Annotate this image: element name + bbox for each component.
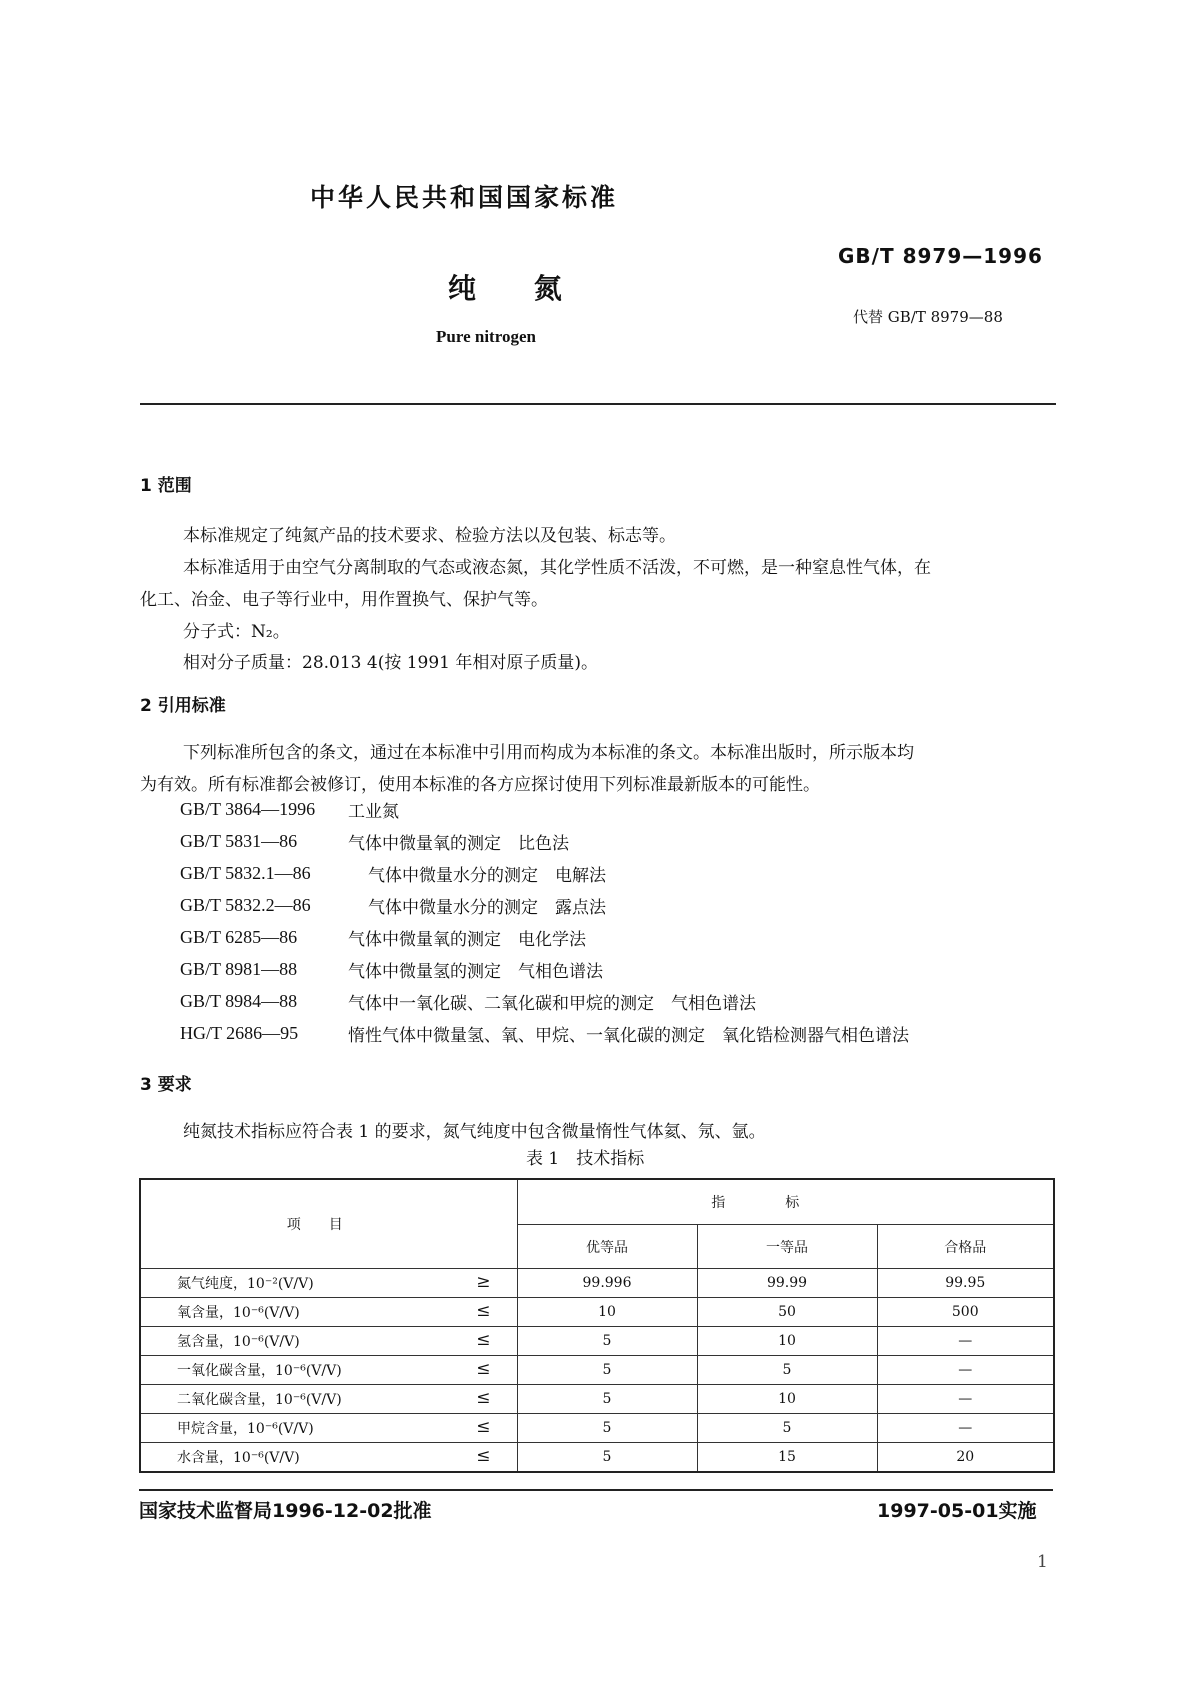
reference-title: 气体中微量氧的测定 比色法 xyxy=(348,833,569,854)
table-row xyxy=(140,1327,1054,1356)
comparison-operator: ≤ xyxy=(476,1446,491,1466)
row-item: 二氧化碳含量，10⁻⁶(V/V) ≤ xyxy=(140,1385,517,1414)
comparison-operator: ≤ xyxy=(476,1388,491,1408)
reference-code: GB/T 8984—88 xyxy=(180,990,298,1011)
value-cell: 99.99 xyxy=(697,1269,877,1298)
value-cell: — xyxy=(877,1356,1054,1385)
section-2-heading: 2 引用标准 xyxy=(140,696,226,716)
reference-title: 气体中微量氧的测定 电化学法 xyxy=(348,929,586,950)
value-cell: — xyxy=(877,1385,1054,1414)
reference-item xyxy=(180,889,909,921)
footer-rule xyxy=(139,1489,1053,1491)
reference-code: HG/T 2686—95 xyxy=(180,1022,299,1043)
reference-code: GB/T 5832.1—86 xyxy=(180,862,311,883)
reference-title: 气体中微量氢的测定 气相色谱法 xyxy=(348,961,603,982)
document-title: 纯 氮 xyxy=(448,272,586,305)
standard-code: GB/T 8979—1996 xyxy=(838,244,1043,268)
section-2-paragraph: 为有效。所有标准都会被修订，使用本标准的各方应探讨使用下列标准最新版本的可能性。 xyxy=(140,775,820,795)
reference-code: GB/T 5832.2—86 xyxy=(180,894,311,915)
value-cell: — xyxy=(877,1414,1054,1443)
reference-title: 气体中微量水分的测定 电解法 xyxy=(368,865,606,886)
table-caption: 表 1 技术指标 xyxy=(526,1149,645,1169)
value-cell: 10 xyxy=(697,1385,877,1414)
molecular-mass: 相对分子质量：28.013 4(按 1991 年相对原子质量)。 xyxy=(183,653,599,673)
reference-item xyxy=(180,953,909,985)
row-item: 甲烷含量，10⁻⁶(V/V) ≤ xyxy=(140,1414,517,1443)
reference-title: 惰性气体中微量氢、氧、甲烷、一氧化碳的测定 氧化锆检测器气相色谱法 xyxy=(348,1025,909,1046)
value-cell: 10 xyxy=(697,1327,877,1356)
table-row xyxy=(140,1298,1054,1327)
value-cell: 15 xyxy=(697,1443,877,1473)
section-3-paragraph: 纯氮技术指标应符合表 1 的要求，氮气纯度中包含微量惰性气体氦、氖、氩。 xyxy=(183,1122,766,1142)
value-cell: 5 xyxy=(517,1443,697,1473)
reference-title: 气体中一氧化碳、二氧化碳和甲烷的测定 气相色谱法 xyxy=(348,993,756,1014)
header-rule xyxy=(140,403,1056,405)
reference-item xyxy=(180,825,909,857)
value-cell: 5 xyxy=(697,1356,877,1385)
row-item: 氢含量，10⁻⁶(V/V) ≤ xyxy=(140,1327,517,1356)
replaces-standard: 代替 GB/T 8979—88 xyxy=(853,308,1003,326)
reference-code: GB/T 3864—1996 xyxy=(180,798,316,819)
value-cell: 5 xyxy=(517,1356,697,1385)
value-cell: — xyxy=(877,1327,1054,1356)
reference-code: GB/T 5831—86 xyxy=(180,830,298,851)
reference-item xyxy=(180,793,909,825)
national-standard-heading: 中华人民共和国国家标准 xyxy=(310,183,619,212)
section-1-paragraph: 本标准适用于由空气分离制取的气态或液态氮，其化学性质不活泼，不可燃，是一种窒息性气体，在 xyxy=(183,558,931,578)
grade-header: 合格品 xyxy=(877,1225,1054,1269)
molecular-formula: 分子式：N₂。 xyxy=(183,622,290,642)
grade-header: 一等品 xyxy=(697,1225,877,1269)
value-cell: 99.95 xyxy=(877,1269,1054,1298)
row-item: 一氧化碳含量，10⁻⁶(V/V) ≤ xyxy=(140,1356,517,1385)
section-1-paragraph: 本标准规定了纯氮产品的技术要求、检验方法以及包装、标志等。 xyxy=(183,526,676,546)
header-index: 指标 xyxy=(517,1179,1054,1225)
value-cell: 5 xyxy=(517,1414,697,1443)
reference-item xyxy=(180,921,909,953)
comparison-operator: ≤ xyxy=(476,1359,491,1379)
value-cell: 5 xyxy=(517,1385,697,1414)
approval-statement: 国家技术监督局1996-12-02批准 xyxy=(139,1500,432,1522)
reference-list xyxy=(180,793,909,1049)
reference-title: 工业氮 xyxy=(348,801,399,822)
section-2-paragraph: 下列标准所包含的条文，通过在本标准中引用而构成为本标准的条文。本标准出版时，所示版本均 xyxy=(183,743,914,763)
value-cell: 5 xyxy=(517,1327,697,1356)
section-1-heading: 1 范围 xyxy=(140,476,192,496)
value-cell: 20 xyxy=(877,1443,1054,1473)
grade-header: 优等品 xyxy=(517,1225,697,1269)
comparison-operator: ≥ xyxy=(476,1272,491,1292)
reference-code: GB/T 8981—88 xyxy=(180,958,298,979)
row-item: 氧含量，10⁻⁶(V/V) ≤ xyxy=(140,1298,517,1327)
reference-item xyxy=(180,985,909,1017)
comparison-operator: ≤ xyxy=(476,1301,491,1321)
header-item: 项目 xyxy=(140,1179,517,1269)
implementation-date: 1997-05-01实施 xyxy=(877,1500,1037,1522)
value-cell: 99.996 xyxy=(517,1269,697,1298)
value-cell: 10 xyxy=(517,1298,697,1327)
reference-title: 气体中微量水分的测定 露点法 xyxy=(368,897,606,918)
reference-code: GB/T 6285—86 xyxy=(180,926,298,947)
table-row xyxy=(140,1414,1054,1443)
table-row xyxy=(140,1443,1054,1473)
table-row xyxy=(140,1269,1054,1298)
reference-item xyxy=(180,857,909,889)
comparison-operator: ≤ xyxy=(476,1417,491,1437)
value-cell: 5 xyxy=(697,1414,877,1443)
section-3-heading: 3 要求 xyxy=(140,1075,192,1095)
reference-item xyxy=(180,1017,909,1049)
table-row xyxy=(140,1356,1054,1385)
value-cell: 50 xyxy=(697,1298,877,1327)
document-title-english: Pure nitrogen xyxy=(436,327,536,346)
technical-index-table xyxy=(139,1178,1055,1473)
row-item: 水含量，10⁻⁶(V/V) ≤ xyxy=(140,1443,517,1473)
value-cell: 500 xyxy=(877,1298,1054,1327)
table-row xyxy=(140,1385,1054,1414)
section-1-paragraph: 化工、冶金、电子等行业中，用作置换气、保护气等。 xyxy=(140,590,548,610)
page-number: 1 xyxy=(1037,1552,1048,1572)
row-item: 氮气纯度，10⁻²(V/V) ≥ xyxy=(140,1269,517,1298)
comparison-operator: ≤ xyxy=(476,1330,491,1350)
